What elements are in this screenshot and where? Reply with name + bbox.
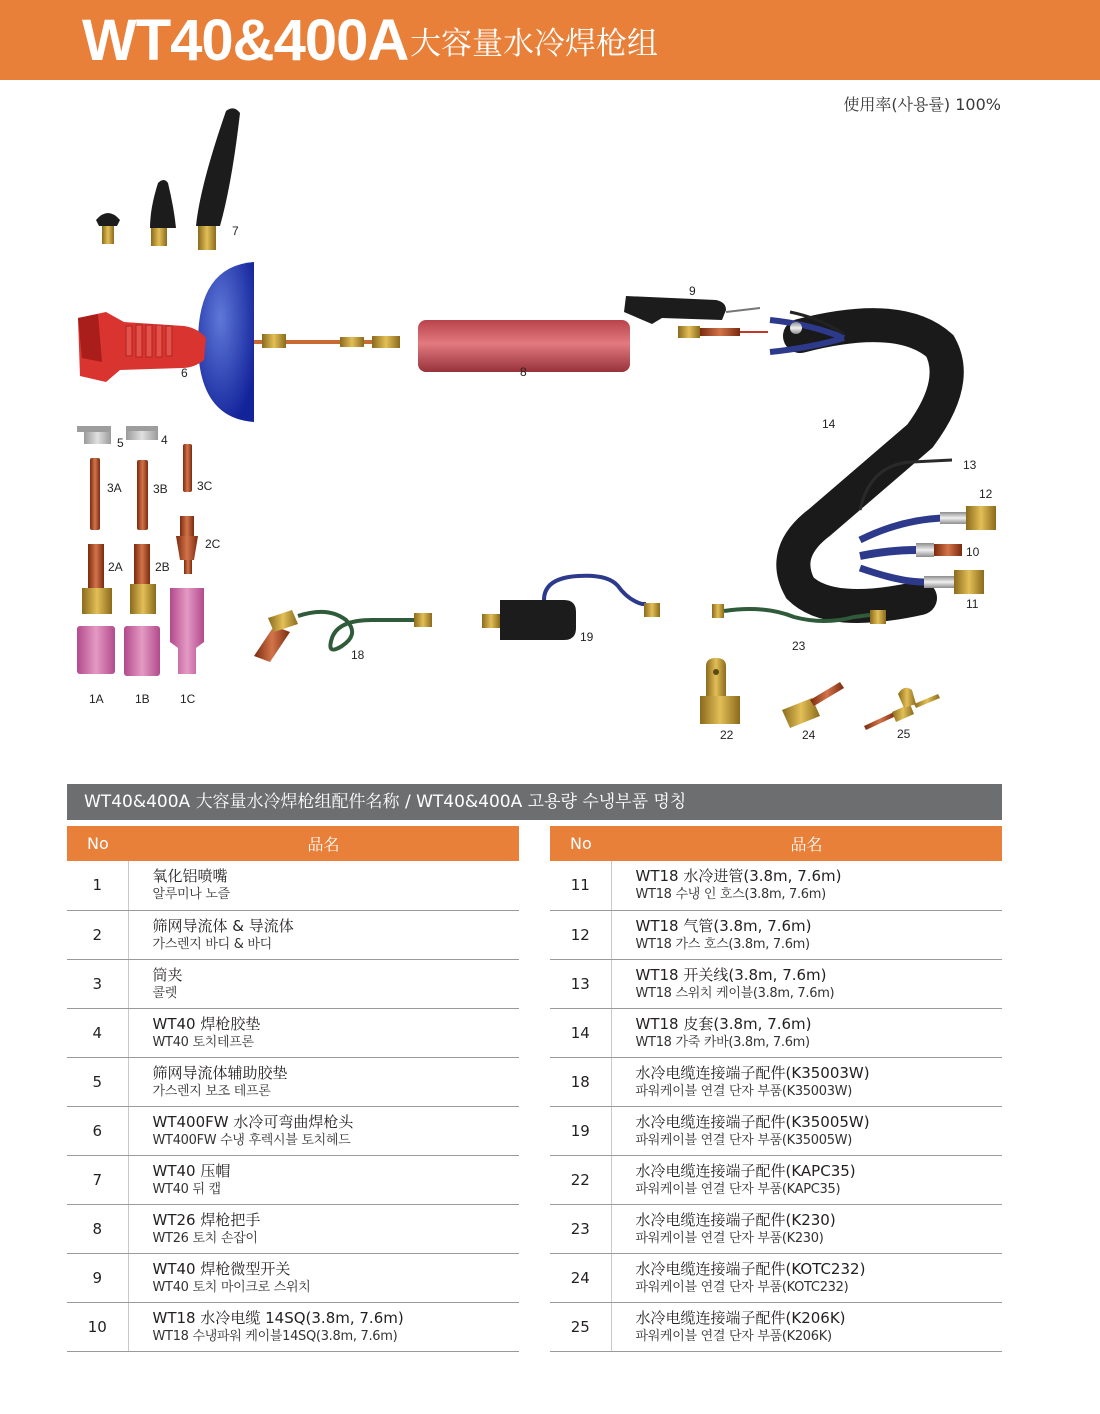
- back-cap-short: [96, 213, 120, 244]
- nozzle-1a: [77, 626, 115, 674]
- part-name-cell: [128, 1008, 519, 1057]
- part-name-chinese: WT40 压帽: [152, 1161, 231, 1180]
- col-name-header: 品名: [128, 826, 519, 861]
- label-9: 9: [689, 284, 696, 298]
- part-name-korean: WT40 뒤 캡: [152, 1181, 221, 1197]
- cable-connector-k35003w: [254, 610, 432, 662]
- part-name-korean: WT18 수냉 인 호스(3.8m, 7.6m): [635, 887, 826, 903]
- part-number: 12: [550, 910, 611, 959]
- part-name-cell: [128, 1204, 519, 1253]
- micro-switch: [624, 296, 768, 338]
- label-8: 8: [520, 365, 527, 379]
- title-main: WT40&400A: [82, 8, 409, 73]
- cable-connector-kapc35: [700, 658, 740, 724]
- part-name-chinese: WT18 水冷进管(3.8m, 7.6m): [635, 867, 842, 886]
- part-name-korean: WT26 토치 손잡이: [152, 1230, 258, 1246]
- label-3a: 3A: [107, 481, 122, 495]
- collet-body-2b: [130, 544, 156, 614]
- part-name-cell: [611, 1302, 1002, 1351]
- part-number: 11: [550, 861, 611, 910]
- part-name-chinese: 水冷电缆连接端子配件(K206K): [635, 1308, 846, 1327]
- part-name-korean: 콜렛: [152, 985, 178, 1001]
- part-number: 23: [550, 1204, 611, 1253]
- part-name-chinese: 筛网导流体辅助胶垫: [152, 1063, 288, 1082]
- part-name-chinese: WT26 焊枪把手: [152, 1210, 261, 1229]
- title-sub: 大容量水冷焊枪组: [410, 26, 658, 62]
- part-name-cell: [128, 910, 519, 959]
- label-1b: 1B: [135, 692, 150, 706]
- part-name-korean: 가스렌지 보조 테프론: [152, 1083, 271, 1099]
- part-name-chinese: WT40 焊枪微型开关: [152, 1259, 291, 1278]
- part-number: 10: [67, 1302, 128, 1351]
- part-number: 6: [67, 1106, 128, 1155]
- part-name-cell: [128, 861, 519, 910]
- label-5: 5: [117, 436, 124, 450]
- table-row: [550, 1008, 1002, 1057]
- part-name-chinese: WT18 开关线(3.8m, 7.6m): [635, 965, 827, 984]
- part-name-cell: [611, 910, 1002, 959]
- torch-head: [78, 262, 400, 422]
- label-18: 18: [351, 648, 365, 662]
- table-row: [67, 1253, 519, 1302]
- part-name-korean: 파워케이블 연결 단자 부품(K206K): [635, 1328, 832, 1344]
- table-row: [67, 1057, 519, 1106]
- part-name-cell: [611, 1008, 1002, 1057]
- table-row: [67, 910, 519, 959]
- part-number: 7: [67, 1155, 128, 1204]
- part-name-chinese: 氧化铝喷嘴: [152, 867, 228, 886]
- part-name-chinese: 水冷电缆连接端子配件(K35003W): [635, 1063, 870, 1082]
- back-cap-medium: [150, 180, 176, 246]
- part-name-chinese: WT40 焊枪胶垫: [152, 1014, 261, 1033]
- label-25: 25: [897, 727, 911, 741]
- part-name-cell: [128, 959, 519, 1008]
- collet-body-2a: [82, 544, 112, 614]
- part-name-korean: 파워케이블 연결 단자 부품(K35005W): [635, 1132, 853, 1148]
- label-13: 13: [963, 458, 977, 472]
- label-14: 14: [822, 417, 836, 431]
- part-name-cell: [611, 861, 1002, 910]
- part-name-chinese: WT400FW 水冷可弯曲焊枪头: [152, 1112, 354, 1131]
- label-3b: 3B: [153, 482, 168, 496]
- part-name-korean: 알루미나 노즐: [152, 887, 230, 903]
- part-number: 25: [550, 1302, 611, 1351]
- label-19: 19: [580, 630, 594, 644]
- part-name-chinese: 筛网导流体 & 导流体: [152, 916, 294, 935]
- part-number: 3: [67, 959, 128, 1008]
- parts-diagram: [0, 100, 1100, 760]
- usage-rate: 使用率(사용률) 100%: [843, 95, 1001, 114]
- table-row: [550, 1302, 1002, 1351]
- label-1c: 1C: [180, 692, 196, 706]
- label-2a: 2A: [108, 560, 123, 574]
- table-row: [67, 1106, 519, 1155]
- part-number: 22: [550, 1155, 611, 1204]
- title-banner: [0, 0, 1100, 80]
- part-name-chinese: WT18 皮套(3.8m, 7.6m): [635, 1014, 812, 1033]
- part-name-korean: WT400FW 수냉 후렉시블 토치헤드: [152, 1132, 351, 1148]
- cable-connector-k35005w: [482, 576, 660, 640]
- part-number: 9: [67, 1253, 128, 1302]
- table-row: [67, 1008, 519, 1057]
- gas-hose: [860, 506, 996, 540]
- cable-connector-k206k: [864, 688, 940, 730]
- parts-table-left: [67, 826, 519, 1352]
- label-12: 12: [979, 487, 993, 501]
- part-number: 8: [67, 1204, 128, 1253]
- part-number: 2: [67, 910, 128, 959]
- table-row: [550, 861, 1002, 910]
- part-name-korean: WT18 수냉파워 케이블14SQ(3.8m, 7.6m): [152, 1328, 398, 1344]
- collet-body-2c: [176, 516, 198, 574]
- collet-3c: [183, 444, 192, 492]
- part-number: 18: [550, 1057, 611, 1106]
- gas-lens-insulator: [77, 426, 111, 444]
- label-6: 6: [181, 366, 188, 380]
- part-name-cell: [128, 1253, 519, 1302]
- part-name-chinese: 水冷电缆连接端子配件(K35005W): [635, 1112, 870, 1131]
- table-row: [550, 910, 1002, 959]
- part-name-korean: WT18 가죽 카바(3.8m, 7.6m): [635, 1034, 810, 1050]
- part-number: 13: [550, 959, 611, 1008]
- power-cable: [860, 543, 962, 557]
- part-number: 19: [550, 1106, 611, 1155]
- cable-cover: [770, 312, 947, 606]
- col-name-header: 品名: [611, 826, 1002, 861]
- label-2c: 2C: [205, 537, 221, 551]
- table-row: [550, 959, 1002, 1008]
- table-row: [67, 1155, 519, 1204]
- part-name-chinese: 筒夹: [152, 965, 183, 984]
- table-row: [550, 1204, 1002, 1253]
- nozzle-1c: [170, 588, 204, 674]
- label-1a: 1A: [89, 692, 104, 706]
- part-name-cell: [611, 1204, 1002, 1253]
- part-name-korean: WT18 스위치 케이블(3.8m, 7.6m): [635, 985, 835, 1001]
- table-row: [67, 959, 519, 1008]
- part-name-korean: 파워케이블 연결 단자 부품(K35003W): [635, 1083, 853, 1099]
- label-10: 10: [966, 545, 980, 559]
- table-row: [550, 1155, 1002, 1204]
- part-name-chinese: 水冷电缆连接端子配件(KAPC35): [635, 1161, 856, 1180]
- label-3c: 3C: [197, 479, 213, 493]
- part-number: 5: [67, 1057, 128, 1106]
- part-number: 24: [550, 1253, 611, 1302]
- part-name-cell: [611, 1155, 1002, 1204]
- torch-insulator: [126, 426, 158, 440]
- label-22: 22: [720, 728, 734, 742]
- table-row: [550, 1106, 1002, 1155]
- collet-3b: [137, 460, 148, 530]
- nozzle-1b: [124, 626, 160, 676]
- part-name-cell: [611, 1106, 1002, 1155]
- part-number: 14: [550, 1008, 611, 1057]
- part-name-korean: WT40 토치테프론: [152, 1034, 254, 1050]
- part-name-chinese: 水冷电缆连接端子配件(K230): [635, 1210, 836, 1229]
- part-name-chinese: WT18 水冷电缆 14SQ(3.8m, 7.6m): [152, 1308, 404, 1327]
- part-name-korean: WT40 토치 마이크로 스위치: [152, 1279, 311, 1295]
- label-11: 11: [966, 597, 979, 611]
- parts-section-title: WT40&400A 大容量水冷焊枪组配件名称 / WT40&400A 고용량 수냉부품 명칭: [67, 784, 1002, 820]
- part-name-korean: 파워케이블 연결 단자 부품(KOTC232): [635, 1279, 849, 1295]
- table-row: [67, 1204, 519, 1253]
- part-name-korean: 파워케이블 연결 단자 부품(K230): [635, 1230, 824, 1246]
- table-header-row: [550, 826, 1002, 861]
- part-name-chinese: WT18 气管(3.8m, 7.6m): [635, 916, 812, 935]
- part-name-cell: [128, 1302, 519, 1351]
- part-name-korean: WT18 가스 호스(3.8m, 7.6m): [635, 936, 810, 952]
- part-name-cell: [611, 959, 1002, 1008]
- label-2b: 2B: [155, 560, 170, 574]
- table-row: [550, 1253, 1002, 1302]
- label-24: 24: [802, 728, 816, 742]
- table-row: [550, 1057, 1002, 1106]
- part-name-cell: [128, 1106, 519, 1155]
- part-number: 4: [67, 1008, 128, 1057]
- part-name-korean: 가스렌지 바디 & 바디: [152, 936, 272, 952]
- table-row: [67, 861, 519, 910]
- part-name-chinese: 水冷电缆连接端子配件(KOTC232): [635, 1259, 866, 1278]
- col-no-header: No: [67, 826, 128, 861]
- label-23: 23: [792, 639, 806, 653]
- label-7: 7: [232, 224, 239, 238]
- parts-table-right: [550, 826, 1002, 1352]
- collet-3a: [90, 458, 100, 530]
- part-name-cell: [611, 1253, 1002, 1302]
- part-name-cell: [128, 1155, 519, 1204]
- col-no-header: No: [550, 826, 611, 861]
- cable-connector-kotc232: [782, 682, 844, 728]
- table-row: [67, 1302, 519, 1351]
- part-name-cell: [128, 1057, 519, 1106]
- part-name-cell: [611, 1057, 1002, 1106]
- part-number: 1: [67, 861, 128, 910]
- part-name-korean: 파워케이블 연결 단자 부품(KAPC35): [635, 1181, 841, 1197]
- table-header-row: [67, 826, 519, 861]
- label-4: 4: [161, 433, 168, 447]
